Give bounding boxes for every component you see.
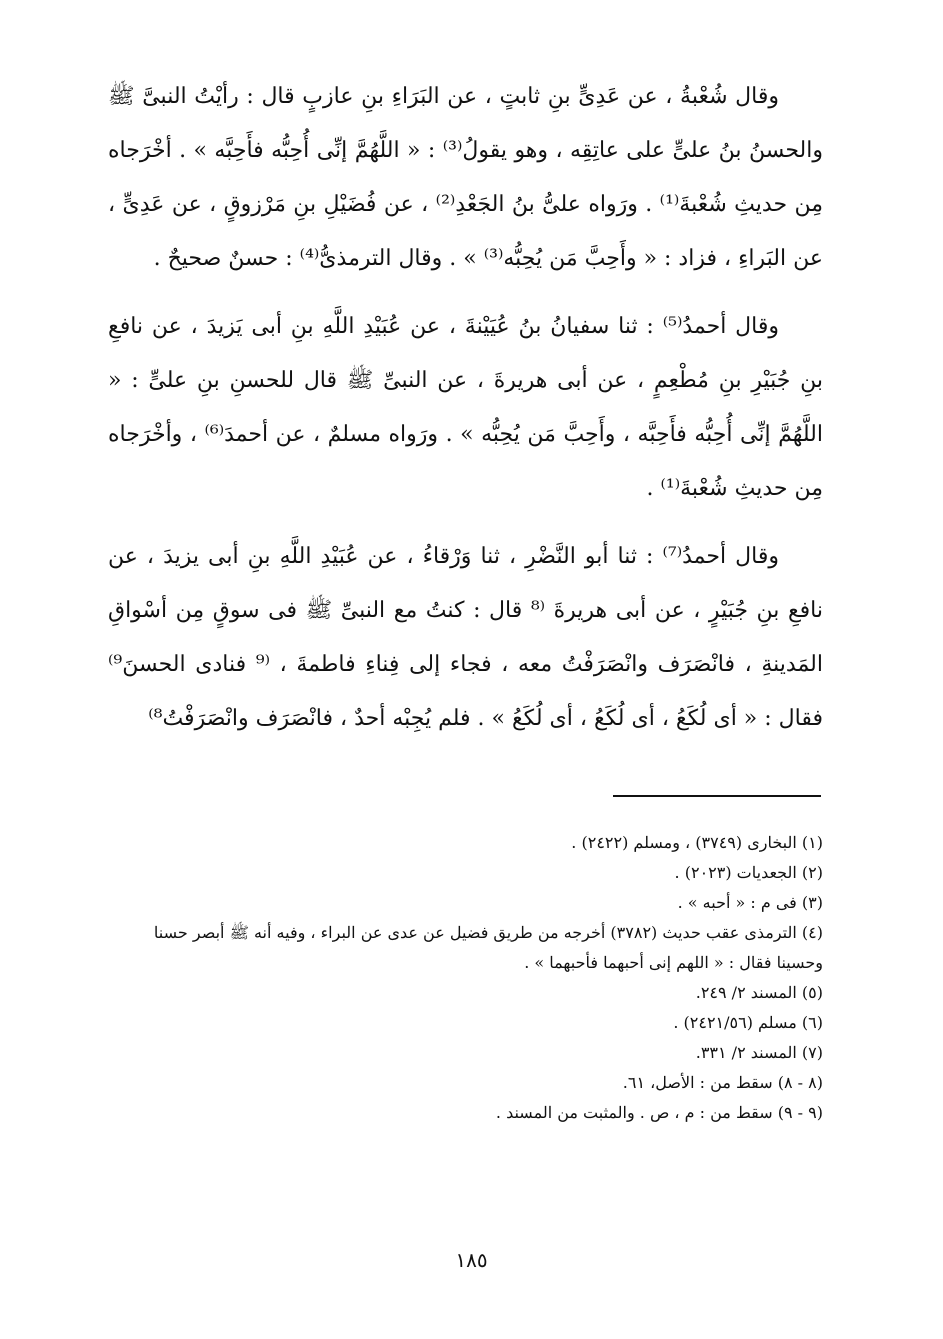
page-number: ١٨٥ [455,1248,488,1272]
main-text [108,70,823,760]
footnote-separator [613,795,821,797]
footnotes [108,828,823,1128]
footnote: (٥) المسند ٢/ ٢٤٩. [695,983,823,1002]
footnote: (٤) الترمذى عقب حديث (٣٧٨٢) أخرجه من طريق فضيل عن عدى عن البراء ، وفيه أنه ﷺ أبصر حسنا وحسينا فقال : « اللهم إنى أحبهما فأحبهما » . [153,923,823,972]
footnote: (١) البخارى (٣٧٤٩) ، ومسلم (٢٤٢٢) . [571,833,823,852]
footnote: (٨ - ٨) سقط من : الأصل، ٦١. [622,1073,823,1092]
footnote: (٢) الجعديات (٢٠٢٣) . [674,863,823,882]
footnote: (٩ - ٩) سقط من : م ، ص . والمثبت من المسند . [495,1103,823,1122]
paragraph: وقال أحمدُ⁽⁵⁾ : ثنا سفيانُ بنُ عُيَيْنةَ ، عن عُبَيْدِ اللَّهِ بنِ أبى يَزيدَ ، عن نافعِ بنِ جُبَيْرِ بنِ مُطْعِمٍ ، عن أبى هريرةَ ، عن النبىِّ ﷺ قال للحسنِ بنِ علىٍّ : « اللَّهُمَّ إنِّى أُحِبُّه فأَحِبَّه ، وأَحِبَّ مَن يُحِبُّه » . ورَواه مسلمٌ ، عن أحمدَ⁽⁶⁾ ، وأخْرَجاه مِن حديثِ شُعْبةَ⁽¹⁾ . [108,314,823,501]
footnote: (٦) مسلم (٢٤٢١/٥٦) . [673,1013,823,1032]
footnote: (٧) المسند ٢/ ٣٣١. [695,1043,823,1062]
paragraph: وقال شُعْبةُ ، عن عَدِىٍّ بنِ ثابتٍ ، عن البَرَاءِ بنِ عازبٍ قال : رأيْتُ النبىَّ ﷺ والحسنُ بنُ علىٍّ على عاتِقِه ، وهو يقولُ⁽³⁾ : « اللَّهُمَّ إنِّى أُحِبُّه فأَحِبَّه » . أخْرَجاه مِن حديثِ شُعْبةَ⁽¹⁾ . ورَواه علىُّ بنُ الجَعْدِ⁽²⁾ ، عن فُضَيْلِ بنِ مَرْزوقٍ ، عن عَدِىٍّ ، عن البَراءِ ، فزاد : « وأَحِبَّ مَن يُحِبُّه⁽³⁾ » . وقال الترمذىُّ⁽⁴⁾ : حسنٌ صحيحٌ . [108,84,824,271]
footnote: (٣) فى م : « أحبه » . [677,893,823,912]
paragraph: وقال أحمدُ⁽⁷⁾ : ثنا أبو النَّضْرِ ، ثنا وَرْقاءُ ، عن عُبَيْدِ اللَّهِ بنِ أبى يزيدَ ، عن نافعِ بنِ جُبَيْرٍ ، عن أبى هريرةَ ⁽⁸ قال : كنتُ مع النبىِّ ﷺ فى سوقٍ مِن أسْواقِ المَدينةِ ، فانْصَرَف وانْصَرَفْتُ معه ، فجاء إلى فِناءِ فاطمةَ ، ⁽⁹ فنادى الحسنَ⁹⁾ فقال : « أى لُكَعُ ، أى لُكَعُ ، أى لُكَعُ » . فلم يُجِبْه أحدٌ ، فانْصَرَف وانْصَرَفْتُ⁸⁾ [108,544,823,731]
